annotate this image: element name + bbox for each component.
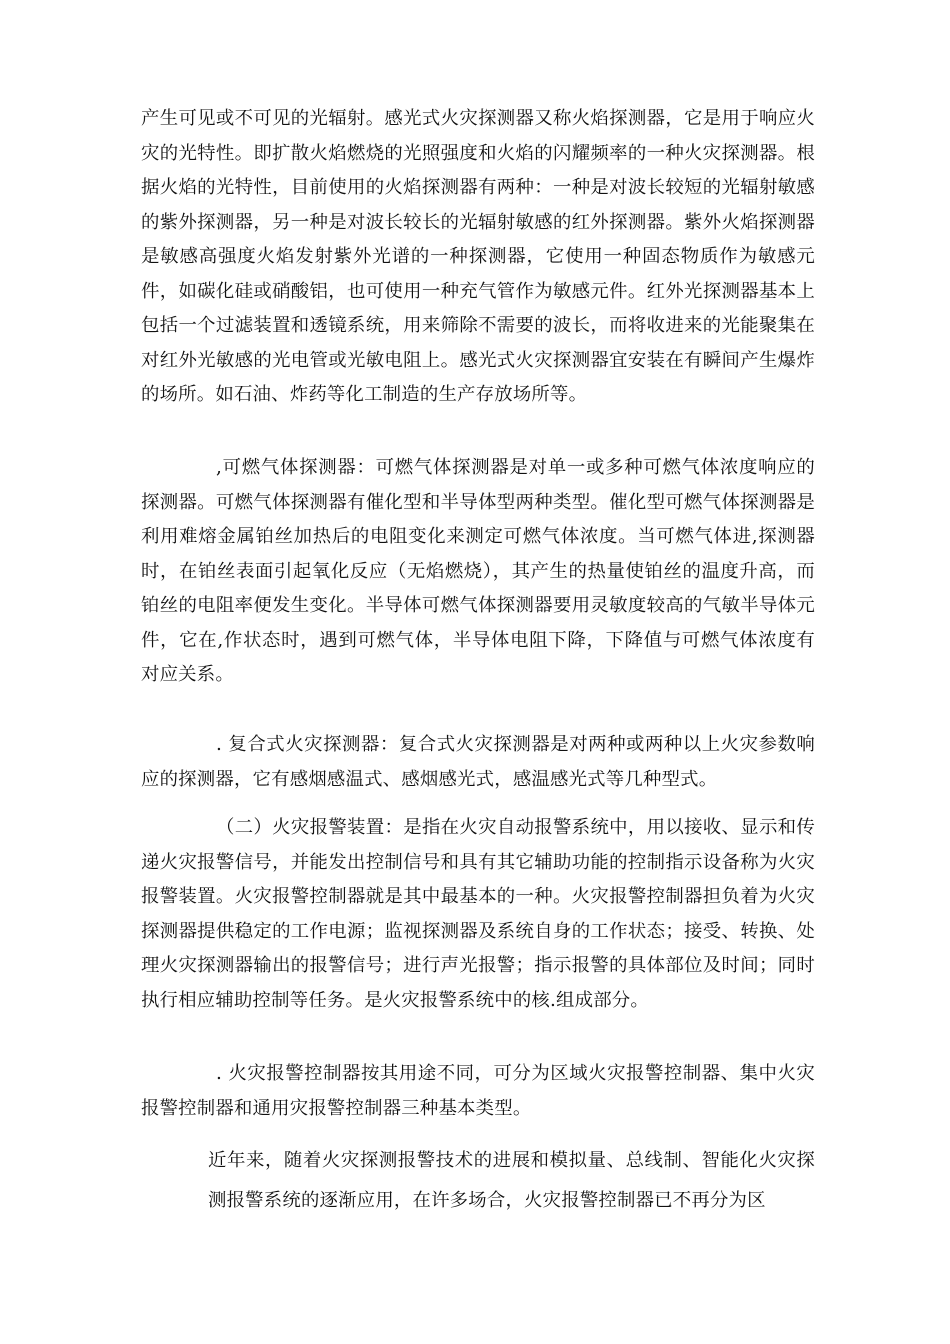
paragraph-alarm-device: （二）火灾报警装置：是指在火灾自动报警系统中，用以接收、显示和传递火灾报警信号，并能发出控制信号和具有其它辅助功能的控制指示设备称为火灾报警装置。火灾报警控制器就是其中最基本的一种。火灾报警控制器担负着为火灾探测器提供稳定的工作电源；监视探测器及系统自身的工作状态；接受、转换、处理火灾探测器输出的报警信号；进行声光报警；指示报警的具体部位及时间；同时执行相应辅助控制等任务。是火灾报警系统中的核.组成部分。	[141, 817, 815, 1011]
paragraph-composite-detector: . 复合式火灾探测器：复合式火灾探测器是对两种或两种以上火灾参数响应的探测器，它有感烟感温式、感烟感光式，感温感光式等几种型式。	[141, 734, 815, 790]
paragraph-alarm-controller-types: . 火灾报警控制器按其用途不同，可分为区域火灾报警控制器、集中火灾报警控制器和通用灾报警控制器三种基本类型。	[141, 1063, 815, 1119]
paragraph-recent-developments: 近年来，随着火灾探测报警技术的进展和模拟量、总线制、智能化火灾探测报警系统的逐渐应用，在许多场合，火灾报警控制器已不再分为区	[208, 1150, 815, 1211]
paragraph-combustible-gas-detector: ,可燃气体探测器：可燃气体探测器是对单一或多种可燃气体浓度响应的探测器。可燃气体探测器有催化型和半导体型两种类型。催化型可燃气体探测器是利用难熔金属铂丝加热后的电阻变化来测定可燃气体浓度。当可燃气体进,探测器时，在铂丝表面引起氧化反应（无焰燃烧），其产生的热量使铂丝的温度升高，而铂丝的电阻率便发生变化。半导体可燃气体探测器要用灵敏度较高的气敏半导体元件，它在,作状态时，遇到可燃气体，半导体电阻下降，下降值与可燃气体浓度有对应关系。	[141, 457, 815, 685]
paragraph-flame-detector: 产生可见或不可见的光辐射。感光式火灾探测器又称火焰探测器，它是用于响应火灾的光特性。即扩散火焰燃烧的光照强度和火焰的闪耀频率的一种火灾探测器。根据火焰的光特性，目前使用的火焰探测器有两种：一种是对波长较短的光辐射敏感的紫外探测器，另一种是对波长较长的光辐射敏感的红外探测器。紫外火焰探测器是敏感高强度火焰发射紫外光谱的一种探测器，它使用一种固态物质作为敏感元件，如碳化硅或硝酸铝，也可使用一种充气管作为敏感元件。红外光探测器基本上包括一个过滤装置和透镜系统，用来筛除不需要的波长，而将收进来的光能聚集在对红外光敏感的光电管或光敏电阻上。感光式火灾探测器宜安装在有瞬间产生爆炸的场所。如石油、炸药等化工制造的生产存放场所等。	[141, 108, 815, 405]
